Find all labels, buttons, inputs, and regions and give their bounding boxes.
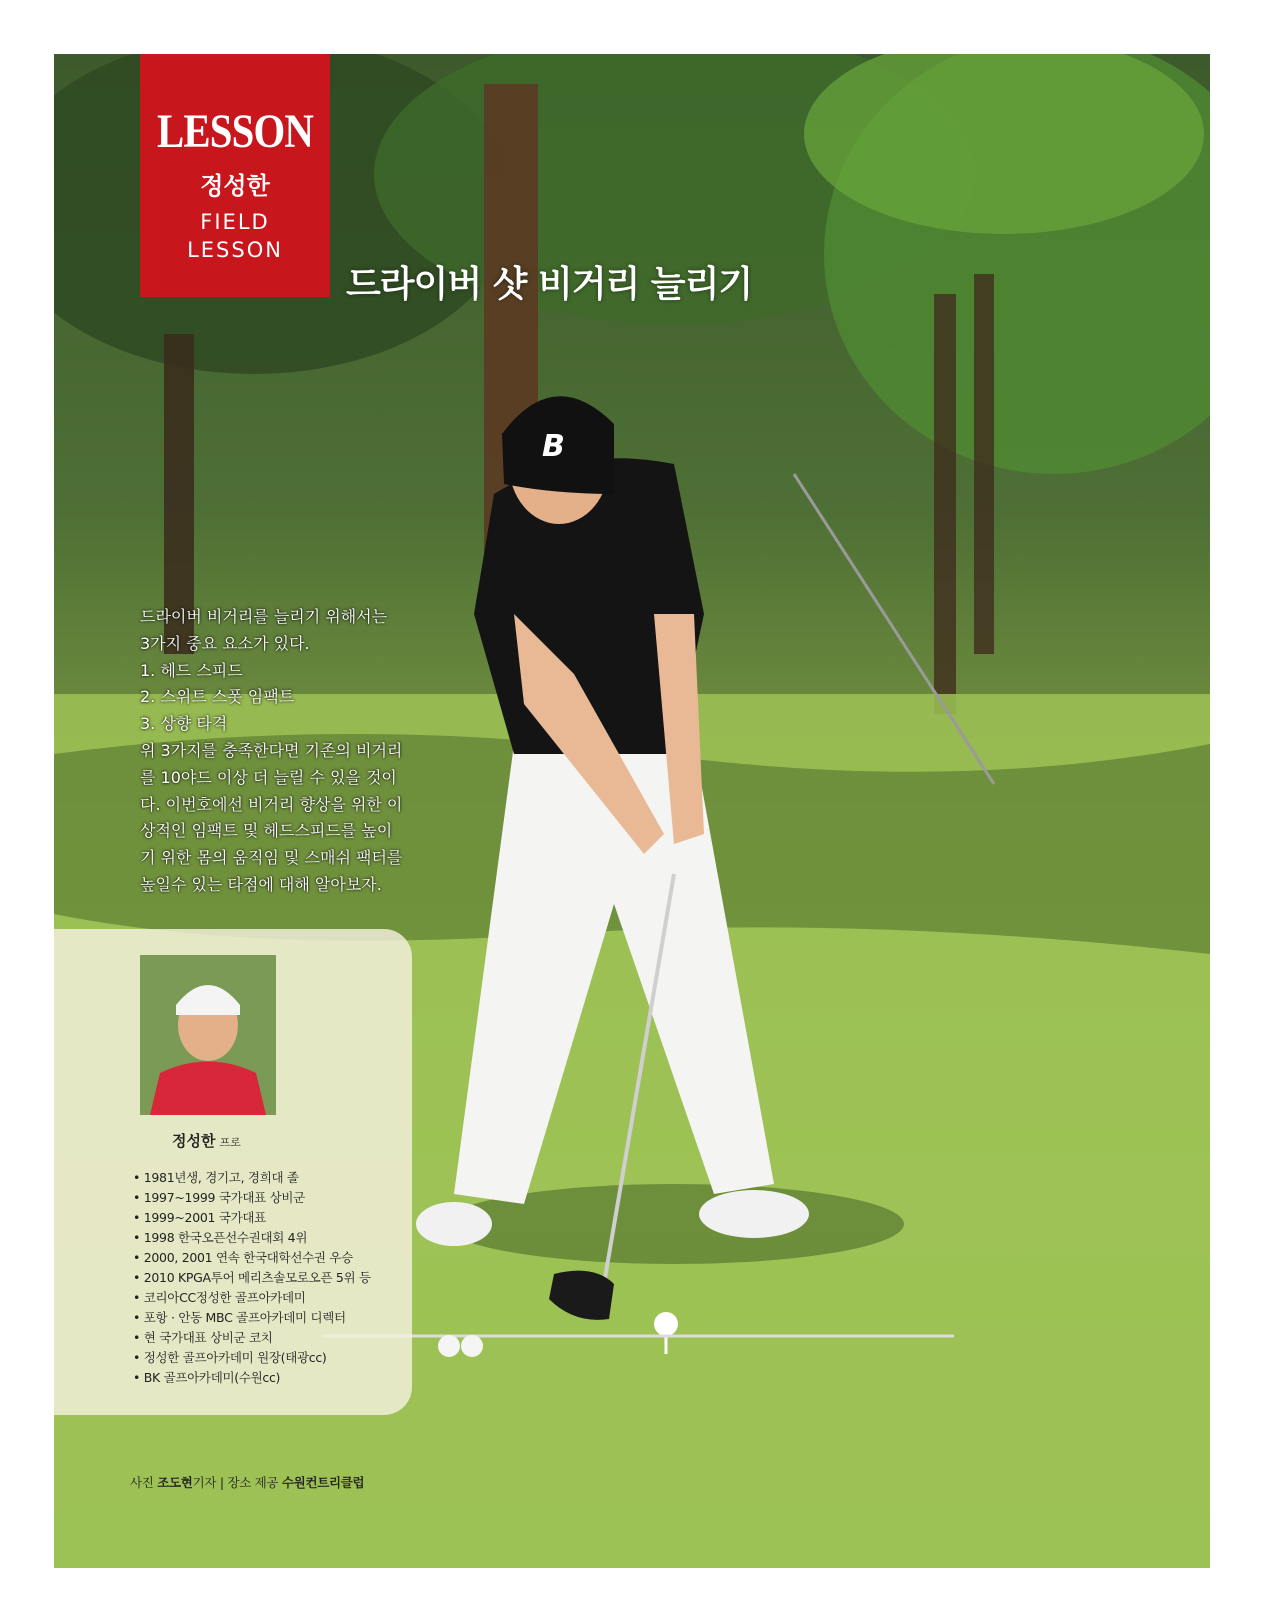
profile-portrait — [140, 955, 276, 1115]
career-item: • 포항 · 안동 MBC 골프아카데미 디렉터 — [133, 1308, 371, 1328]
intro-line: 3. 상향 타격 — [140, 714, 228, 734]
career-item: • 현 국가대표 상비군 코치 — [133, 1328, 371, 1348]
career-item: • 1998 한국오픈선수권대회 4위 — [133, 1228, 371, 1248]
profile-title: 프로 — [219, 1136, 241, 1149]
lesson-label: LESSON — [157, 105, 313, 158]
credit-photographer: 조도현 — [157, 1475, 193, 1490]
article-headline: 드라이버 샷 비거리 늘리기 — [346, 264, 753, 305]
intro-line: 3가지 중요 요소가 있다. — [140, 633, 310, 653]
credit-place: 수원컨트리클럽 — [281, 1475, 365, 1490]
career-item: • 1997~1999 국가대표 상비군 — [133, 1188, 371, 1208]
lesson-badge — [140, 54, 330, 297]
career-item: • 1999~2001 국가대표 — [133, 1208, 371, 1228]
profile-name — [172, 1130, 241, 1151]
career-item: • 1981년생, 경기고, 경희대 졸 — [133, 1168, 371, 1188]
intro-line: 위 3가지를 충족한다면 기존의 비거리 — [140, 740, 403, 760]
career-item: • BK 골프아카데미(수원cc) — [133, 1368, 371, 1388]
credit-place-label: 장소 제공 — [227, 1475, 279, 1490]
credit-photo-label: 사진 — [130, 1475, 154, 1490]
intro-line: 1. 헤드 스피드 — [140, 660, 243, 680]
photo-credit — [130, 1473, 364, 1491]
career-item: • 정성한 골프아카데미 원장(태광cc) — [133, 1348, 371, 1368]
lesson-author: 정성한 — [200, 172, 270, 200]
career-item: • 2010 KPGA투어 메리츠솔모로오픈 5위 등 — [133, 1268, 371, 1288]
intro-line: 상적인 임팩트 및 헤드스피드를 높이 — [140, 821, 393, 841]
credit-separator: | — [219, 1475, 224, 1490]
series-label-line2: LESSON — [187, 238, 283, 262]
portrait-illustration — [140, 955, 276, 1115]
career-list — [133, 1168, 371, 1388]
series-label-line1: FIELD — [200, 210, 270, 234]
intro-line: 기 위한 몸의 움직임 및 스매쉬 팩터를 — [140, 848, 403, 868]
intro-line: 드라이버 비거리를 늘리기 위해서는 — [140, 607, 388, 626]
career-item: • 코리아CC정성한 골프아카데미 — [133, 1288, 371, 1308]
profile-name-text: 정성한 — [172, 1132, 216, 1150]
credit-role: 기자 — [192, 1475, 217, 1490]
intro-paragraph — [140, 604, 420, 899]
intro-line: 높일수 있는 타점에 대해 알아보자. — [140, 874, 382, 894]
career-item: • 2000, 2001 연속 한국대학선수권 우승 — [133, 1248, 371, 1268]
svg-text:B: B — [542, 429, 565, 464]
intro-line: 2. 스위트 스폿 임팩트 — [140, 687, 295, 707]
intro-line: 를 10야드 이상 더 늘릴 수 있을 것이 — [140, 767, 397, 787]
intro-line: 다. 이번호에선 비거리 향상을 위한 이 — [140, 794, 403, 814]
